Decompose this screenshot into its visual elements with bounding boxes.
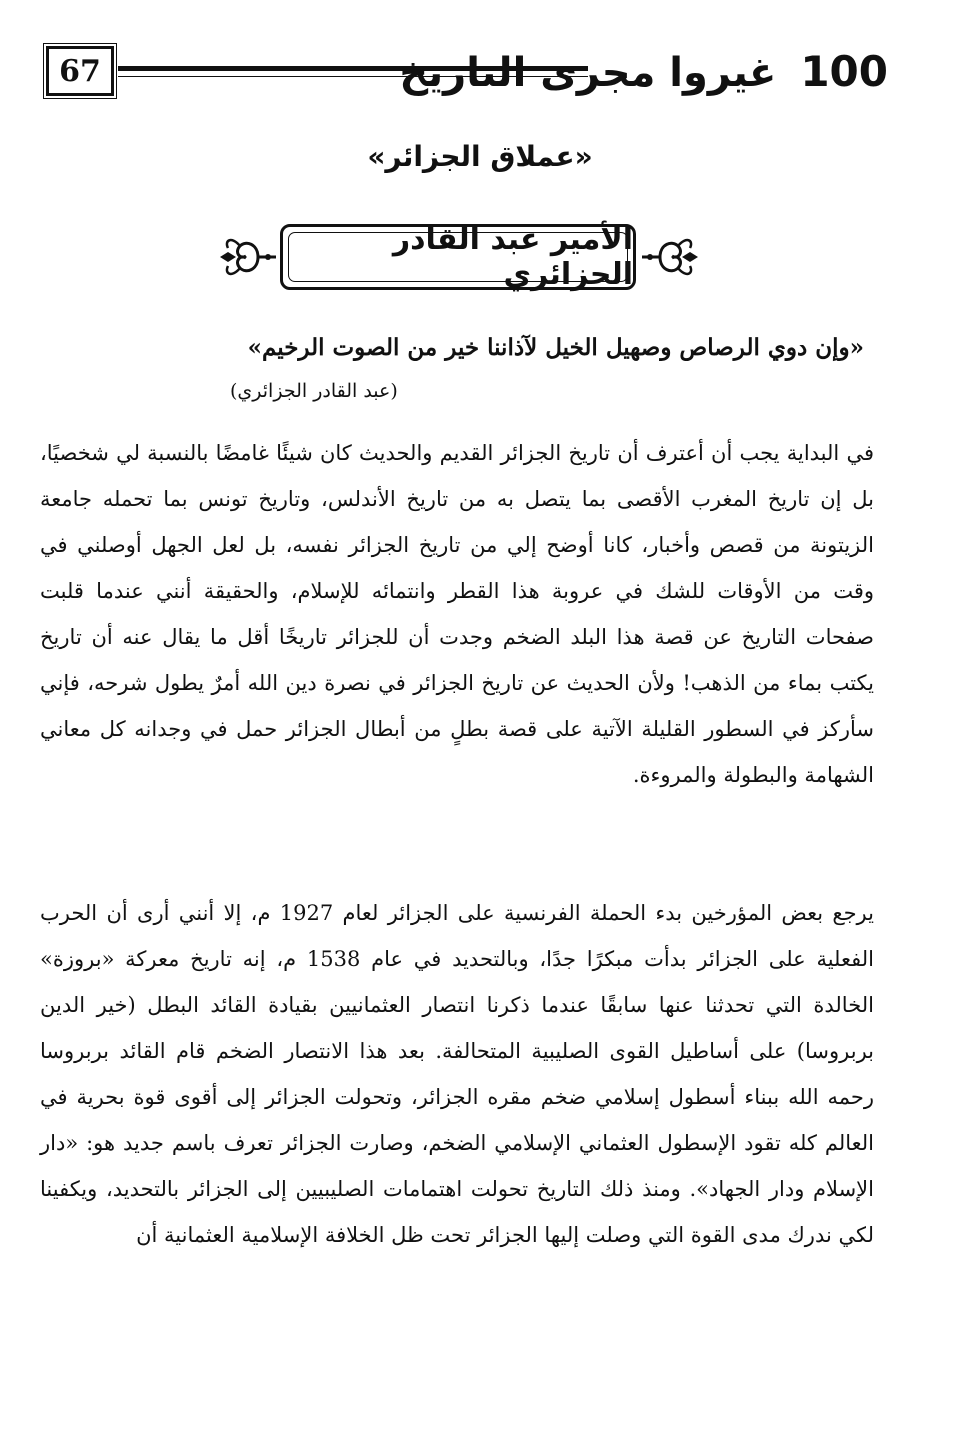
title-frame — [280, 224, 636, 290]
book-title: غيروا مجرى التاريخ — [399, 50, 777, 96]
chapter-title: الأمير عبد القادر الجزائري — [392, 222, 633, 292]
book-number: 100 — [800, 47, 888, 96]
paragraph-text: في البداية يجب أن أعترف أن تاريخ الجزائر القديم والحديث كان شيئًا غامضًا بالنسبة لي شخصيًا، بل إن تاريخ المغرب الأقصى بما يتصل به من تاريخ الأندلس، وتاريخ تونس بما تحمله جامعة الزيتونة من قصص وأخبار، كانا أوضح إلي من تاريخ الجزائر نفسه، بل لعل الجهل أوصلني في وقت من الأوقات للشك في عروبة هذا القطر وانتمائه للإسلام، والحقيقة أنني عندما قلبت صفحات التاريخ عن قصة هذا البلد الضخم وجدت أن للجزائر تاريخًا أقل ما يقال عنه أن تاريخ يكتب بماء من الذهب! ولأن الحديث عن تاريخ الجزائر في نصرة دين الله أمرٌ يطول شرحه، فإني سأركز في السطور القليلة الآتية على قصة بطلٍ من أبطال الجزائر حمل في وجدانه كل معاني الشهامة والبطولة والمروءة. — [40, 441, 874, 787]
section-heading: «عملاق الجزائر» — [367, 140, 593, 173]
scroll-ornament-right-icon — [640, 222, 700, 292]
epigraph-attribution: (عبد القادر الجزائري) — [230, 380, 398, 402]
page-number: 67 — [46, 46, 114, 96]
paragraph-1 — [40, 430, 874, 798]
paragraph-2 — [40, 890, 874, 1258]
page-header — [38, 40, 888, 106]
paragraph-text: يرجع بعض المؤرخين بدء الحملة الفرنسية على الجزائر لعام 1927 م، إلا أنني أرى أن الحرب الفعلية على الجزائر بدأت مبكرًا جدًا، وبالتحديد في عام 1538 م، إنه تاريخ معركة «بروزة» الخالدة التي تحدثنا عنها سابقًا عندما ذكرنا انتصار العثمانيين بقيادة القائد البطل (خير الدين بربروسا) على أساطيل القوى الصليبية المتحالفة. بعد هذا الانتصار الضخم قام القائد بربروسا رحمه الله ببناء أسطول إسلامي ضخم مقره الجزائر، وتحولت الجزائر إلى أقوى قوة بحرية في العالم كله تقود الإسطول العثماني الإسلامي الضخم، وصارت الجزائر تعرف باسم جديد هو: «دار الإسلام ودار الجهاد». ومنذ ذلك التاريخ تحولت اهتمامات الصليبيين إلى الجزائر بالتحديد، ويكفينا لكي ندرك مدى القوة التي وصلت إليها الجزائر تحت ظل الخلافة الإسلامية العثمانية أن — [40, 901, 874, 1247]
running-title — [399, 40, 888, 105]
scroll-ornament-left-icon — [218, 222, 278, 292]
epigraph-quote: «وإن دوي الرصاص وصهيل الخيل لآذاننا خير من الصوت الرخيم» — [247, 334, 864, 361]
